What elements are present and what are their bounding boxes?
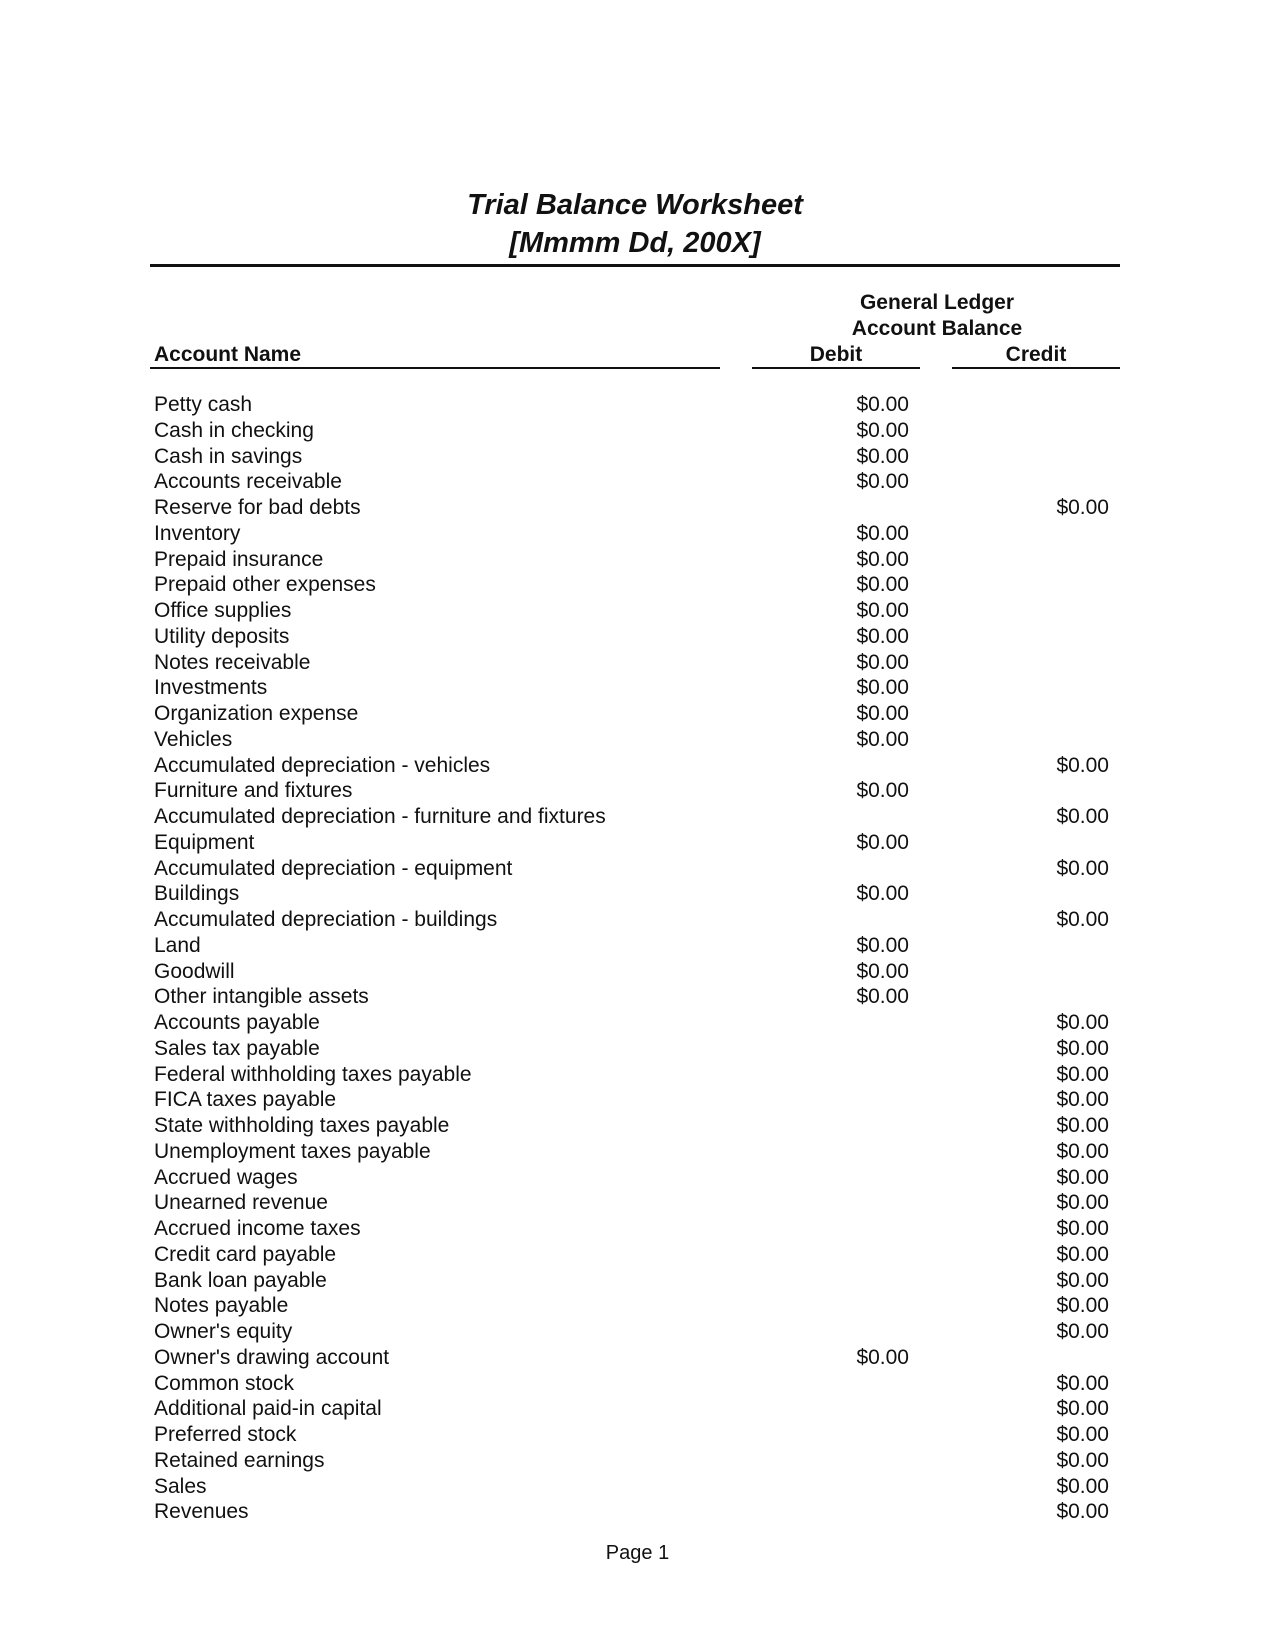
account-name-cell: Other intangible assets bbox=[154, 985, 369, 1009]
account-name-header: Account Name bbox=[154, 343, 302, 366]
account-name-cell: Accounts payable bbox=[154, 1011, 320, 1034]
debit-cell: $0.00 bbox=[856, 676, 909, 700]
account-name-cell: Bank loan payable bbox=[154, 1268, 327, 1292]
account-name-cell: Accounts receivable bbox=[154, 470, 342, 494]
credit-cell: $0.00 bbox=[1056, 856, 1109, 880]
table-row bbox=[0, 830, 1275, 856]
credit-cell: $0.00 bbox=[1056, 1139, 1109, 1163]
account-name-cell: Notes payable bbox=[154, 1294, 289, 1318]
debit-cell: $0.00 bbox=[856, 959, 909, 983]
debit-cell: $0.00 bbox=[856, 1345, 909, 1369]
account-name-cell: FICA taxes payable bbox=[154, 1088, 337, 1112]
credit-header: Credit bbox=[1005, 343, 1067, 366]
debit-cell: $0.00 bbox=[856, 599, 909, 622]
table-row bbox=[0, 547, 1275, 573]
table-row bbox=[0, 804, 1275, 830]
credit-cell: $0.00 bbox=[1056, 753, 1109, 777]
credit-cell: $0.00 bbox=[1056, 1088, 1109, 1112]
account-name-cell: Unemployment taxes payable bbox=[154, 1139, 431, 1163]
account-balance-header: Account Balance bbox=[851, 317, 1023, 340]
table-row bbox=[0, 1216, 1275, 1242]
debit-cell: $0.00 bbox=[856, 985, 909, 1009]
account-name-cell: Retained earnings bbox=[154, 1448, 325, 1472]
account-name-cell: Credit card payable bbox=[154, 1242, 337, 1266]
table-row bbox=[0, 1036, 1275, 1062]
table-row bbox=[0, 1268, 1275, 1294]
table-row bbox=[0, 907, 1275, 933]
table-row bbox=[0, 1293, 1275, 1319]
account-name-cell: Unearned revenue bbox=[154, 1191, 328, 1215]
document-date: [Mmmm Dd, 200X] bbox=[509, 227, 761, 259]
table-row bbox=[0, 1345, 1275, 1371]
account-name-cell: Prepaid other expenses bbox=[154, 573, 376, 597]
account-name-underline bbox=[150, 367, 720, 369]
debit-header: Debit bbox=[809, 343, 863, 366]
table-row bbox=[0, 650, 1275, 676]
table-row bbox=[0, 1165, 1275, 1191]
credit-cell: $0.00 bbox=[1056, 1036, 1109, 1060]
credit-cell: $0.00 bbox=[1056, 805, 1109, 828]
table-row bbox=[0, 1422, 1275, 1448]
account-name-cell: Sales bbox=[154, 1474, 207, 1498]
debit-cell: $0.00 bbox=[856, 444, 909, 468]
table-row bbox=[0, 727, 1275, 753]
account-name-cell: Goodwill bbox=[154, 959, 235, 983]
debit-cell: $0.00 bbox=[856, 933, 909, 957]
table-row bbox=[0, 1113, 1275, 1139]
table-row bbox=[0, 1087, 1275, 1113]
account-name-cell: Notes receivable bbox=[154, 650, 311, 674]
account-name-cell: Reserve for bad debts bbox=[154, 496, 361, 519]
table-row bbox=[0, 881, 1275, 907]
debit-cell: $0.00 bbox=[856, 624, 909, 648]
account-name-cell: Prepaid insurance bbox=[154, 547, 324, 571]
credit-cell: $0.00 bbox=[1056, 1242, 1109, 1266]
document-title: Trial Balance Worksheet bbox=[467, 189, 803, 221]
table-row bbox=[0, 1448, 1275, 1474]
table-row bbox=[0, 1242, 1275, 1268]
credit-underline bbox=[952, 367, 1120, 369]
debit-cell: $0.00 bbox=[856, 470, 909, 494]
table-row bbox=[0, 701, 1275, 727]
debit-cell: $0.00 bbox=[856, 882, 909, 906]
table-row bbox=[0, 598, 1275, 624]
account-name-cell: Common stock bbox=[154, 1371, 295, 1395]
credit-cell: $0.00 bbox=[1056, 908, 1109, 931]
table-row bbox=[0, 959, 1275, 985]
debit-cell: $0.00 bbox=[856, 779, 909, 803]
credit-cell: $0.00 bbox=[1056, 1011, 1109, 1034]
table-row bbox=[0, 444, 1275, 470]
debit-cell: $0.00 bbox=[856, 547, 909, 571]
credit-cell: $0.00 bbox=[1056, 1474, 1109, 1498]
table-row bbox=[0, 521, 1275, 547]
credit-cell: $0.00 bbox=[1056, 1448, 1109, 1472]
table-row bbox=[0, 1319, 1275, 1345]
account-name-cell: Petty cash bbox=[154, 393, 253, 416]
account-name-cell: Accrued wages bbox=[154, 1165, 298, 1189]
credit-cell: $0.00 bbox=[1056, 1191, 1109, 1215]
credit-cell: $0.00 bbox=[1056, 1294, 1109, 1318]
table-row bbox=[0, 1396, 1275, 1422]
general-ledger-header: General Ledger bbox=[859, 291, 1015, 314]
credit-cell: $0.00 bbox=[1056, 1268, 1109, 1292]
account-name-cell: Utility deposits bbox=[154, 624, 290, 648]
credit-cell: $0.00 bbox=[1056, 1062, 1109, 1086]
table-row bbox=[0, 624, 1275, 650]
table-row bbox=[0, 469, 1275, 495]
table-row bbox=[0, 933, 1275, 959]
account-name-cell: Accrued income taxes bbox=[154, 1217, 361, 1240]
table-row bbox=[0, 778, 1275, 804]
account-name-cell: Equipment bbox=[154, 830, 255, 854]
debit-cell: $0.00 bbox=[856, 830, 909, 854]
account-name-cell: Accumulated depreciation - buildings bbox=[154, 908, 498, 931]
account-name-cell: Accumulated depreciation - equipment bbox=[154, 856, 513, 880]
table-row bbox=[0, 1062, 1275, 1088]
credit-cell: $0.00 bbox=[1056, 496, 1109, 519]
account-name-cell: Sales tax payable bbox=[154, 1036, 320, 1060]
table-row bbox=[0, 418, 1275, 444]
account-name-cell: Preferred stock bbox=[154, 1423, 297, 1446]
debit-cell: $0.00 bbox=[856, 702, 909, 725]
credit-cell: $0.00 bbox=[1056, 1320, 1109, 1343]
table-row bbox=[0, 1190, 1275, 1216]
debit-cell: $0.00 bbox=[856, 727, 909, 751]
credit-cell: $0.00 bbox=[1056, 1397, 1109, 1421]
table-row bbox=[0, 856, 1275, 882]
debit-cell: $0.00 bbox=[856, 573, 909, 597]
account-name-cell: Land bbox=[154, 933, 201, 957]
title-divider bbox=[150, 264, 1120, 267]
account-name-cell: Accumulated depreciation - vehicles bbox=[154, 753, 491, 777]
account-name-cell: Investments bbox=[154, 676, 268, 700]
account-name-cell: Owner's drawing account bbox=[154, 1345, 390, 1369]
table-row bbox=[0, 1499, 1275, 1525]
credit-cell: $0.00 bbox=[1056, 1165, 1109, 1189]
account-name-cell: Revenues bbox=[154, 1500, 249, 1524]
account-name-cell: Federal withholding taxes payable bbox=[154, 1062, 472, 1086]
account-name-cell: Inventory bbox=[154, 521, 241, 545]
table-row bbox=[0, 675, 1275, 701]
account-name-cell: Office supplies bbox=[154, 599, 292, 622]
account-name-cell: Organization expense bbox=[154, 702, 359, 725]
account-name-cell: Furniture and fixtures bbox=[154, 779, 353, 803]
account-name-cell: Cash in checking bbox=[154, 418, 314, 442]
account-name-cell: Accumulated depreciation - furniture and fixtures bbox=[154, 805, 606, 828]
debit-cell: $0.00 bbox=[856, 418, 909, 442]
credit-cell: $0.00 bbox=[1056, 1217, 1109, 1240]
table-row bbox=[0, 572, 1275, 598]
table-row bbox=[0, 1010, 1275, 1036]
debit-cell: $0.00 bbox=[856, 650, 909, 674]
table-row bbox=[0, 753, 1275, 779]
page-number: Page 1 bbox=[605, 1542, 670, 1564]
credit-cell: $0.00 bbox=[1056, 1423, 1109, 1446]
credit-cell: $0.00 bbox=[1056, 1114, 1109, 1137]
account-name-cell: State withholding taxes payable bbox=[154, 1114, 450, 1137]
table-row bbox=[0, 1139, 1275, 1165]
table-row bbox=[0, 392, 1275, 418]
debit-cell: $0.00 bbox=[856, 521, 909, 545]
table-row bbox=[0, 495, 1275, 521]
account-name-cell: Owner's equity bbox=[154, 1320, 293, 1343]
credit-cell: $0.00 bbox=[1056, 1371, 1109, 1395]
account-name-cell: Vehicles bbox=[154, 727, 233, 751]
account-name-cell: Buildings bbox=[154, 882, 240, 906]
table-row bbox=[0, 1474, 1275, 1500]
debit-cell: $0.00 bbox=[856, 393, 909, 416]
debit-underline bbox=[752, 367, 920, 369]
trial-balance-table bbox=[0, 392, 1275, 1525]
credit-cell: $0.00 bbox=[1056, 1500, 1109, 1524]
table-row bbox=[0, 1371, 1275, 1397]
account-name-cell: Cash in savings bbox=[154, 444, 303, 468]
account-name-cell: Additional paid-in capital bbox=[154, 1397, 382, 1421]
table-row bbox=[0, 984, 1275, 1010]
